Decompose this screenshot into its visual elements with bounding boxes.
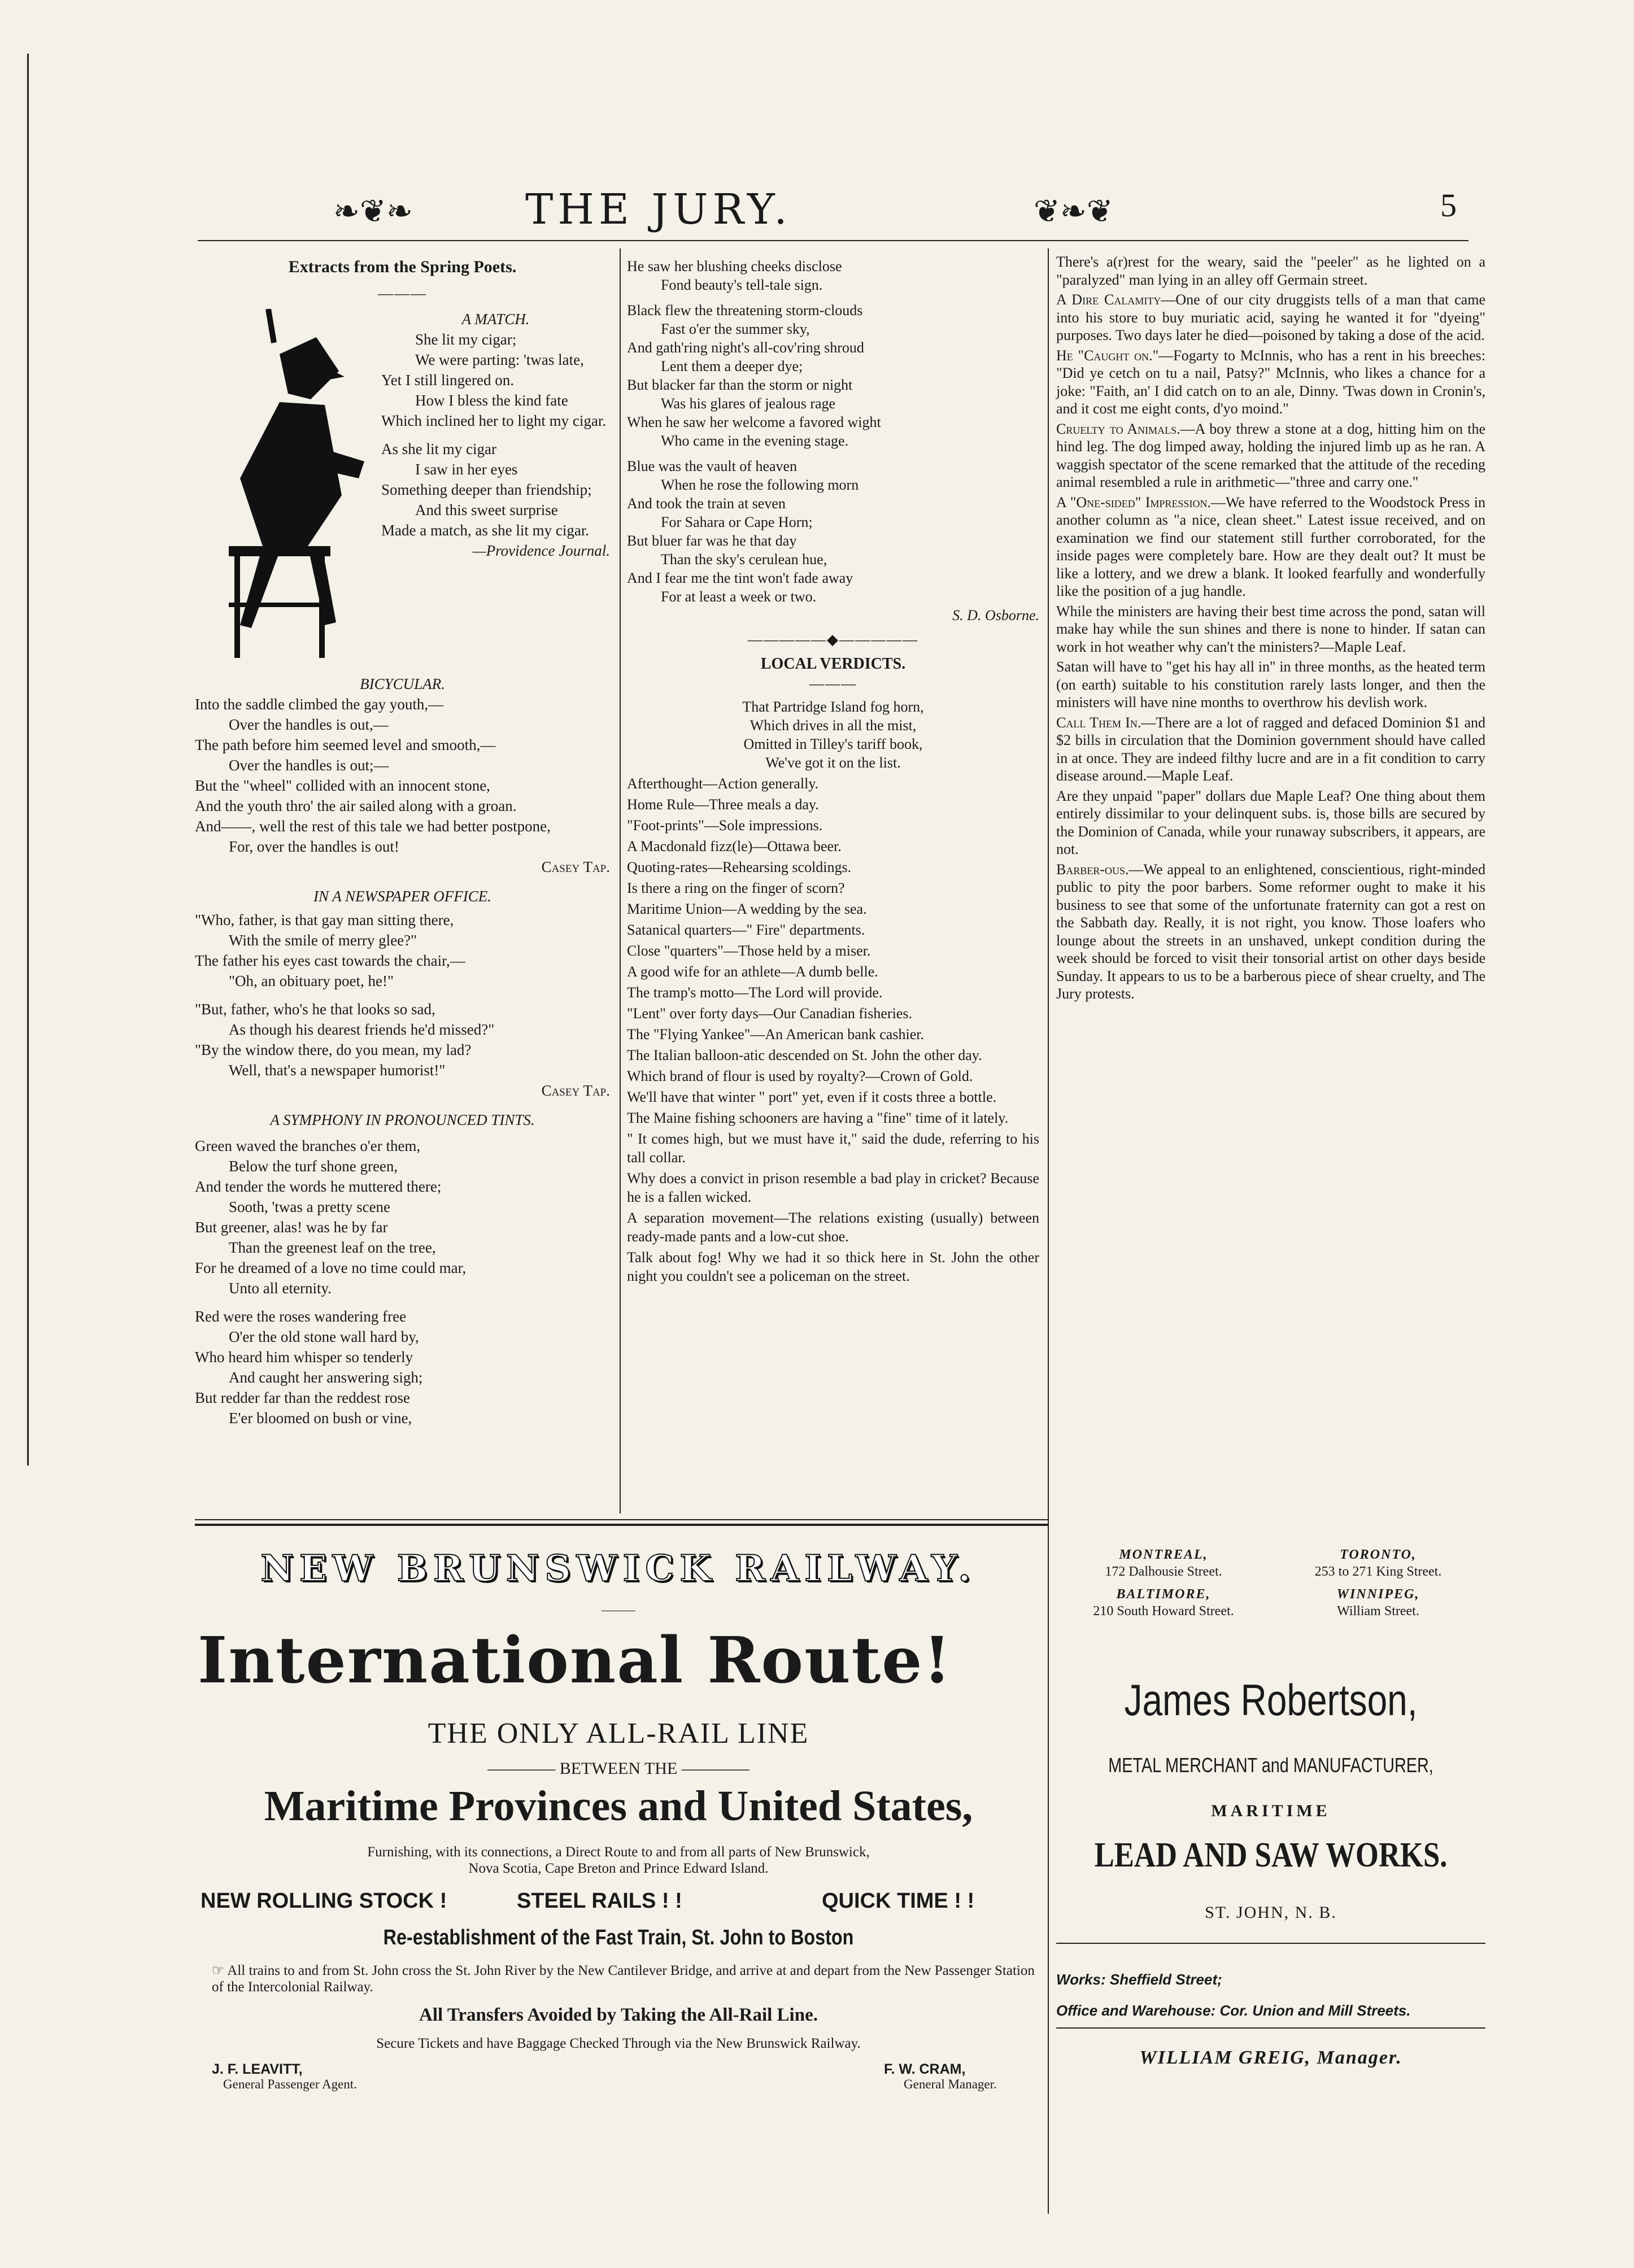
verse-line: That Partridge Island fog horn, (742, 699, 924, 715)
poem-line: Below the turf shone green, (229, 1158, 398, 1175)
poem-credit: Casey Tap. (541, 1082, 610, 1099)
item-lead: Barber-ous. (1056, 861, 1129, 878)
column-1 (195, 257, 610, 1428)
poem-line: Black flew the threatening storm-clouds (627, 302, 863, 319)
verdict-item: "Foot-prints"—Sole impressions. (627, 817, 823, 834)
verdicts-intro (627, 697, 1039, 772)
international-route: International Route! (198, 1624, 952, 1698)
verdict-item: The "Flying Yankee"—An American bank cashier. (627, 1026, 924, 1043)
item-lead: A Dire Calamity (1056, 291, 1161, 308)
masthead (198, 186, 1440, 237)
verse-line: Which drives in all the mist, (750, 717, 917, 734)
agent-name: J. F. LEAVITT, (212, 2061, 303, 2077)
maritime-provinces: Maritime Provinces and United States, (264, 1782, 973, 1830)
cantilever-note (212, 1962, 1036, 1995)
poem-line: Fast o'er the summer sky, (661, 321, 810, 337)
item-paragraph (1056, 253, 1485, 289)
item-text: —A boy threw a stone at a dog, hitting him on the hind leg. The dog limped away, holding the injured limb up as he ran. A waggish spectator of the scene remarked that the attitude of the receding animal resembled a rule in arithmetic—"three and carry one." (1056, 420, 1485, 490)
poem-line: Something deeper than friendship; (381, 481, 592, 498)
poem-line: Lent them a deeper dye; (661, 358, 803, 374)
branch-address: 253 to 271 King Street. (1314, 1564, 1442, 1579)
poem-line: We were parting: 'twas late, (415, 351, 584, 368)
poem-line: Over the handles is out,— (229, 716, 389, 733)
item-text: —Fogarty to McInnis, who has a rent in his breeches: "Did ye cetch on tu a nail, Patsy?" McInnis, who likes a chance for a joke: "Faith, an' I did catch on to an ale, Dinny. 'Twas down in Cronin's, and it cost me eight conts, d'yo moind." (1056, 347, 1485, 417)
poem-line: Green waved the branches o'er them, (195, 1137, 421, 1154)
poem-line: Red were the roses wandering free (195, 1308, 407, 1325)
poem-line: Who came in the evening stage. (661, 433, 849, 449)
item-text: Satan will have to "get his hay all in" in three months, as the heated term (on earth) suitable to his constitution rarely lasts longer, and then the ministers will have nine months to overthrow his devlish work. (1056, 658, 1485, 710)
maritime-label: MARITIME (1211, 1802, 1331, 1820)
ads-rule-top (195, 1519, 1048, 1520)
poem-credit: —Providence Journal. (472, 542, 610, 559)
section-heading-spring-poets: Extracts from the Spring Poets. (288, 258, 517, 276)
poem-line: And the youth thro' the air sailed along with a groan. (195, 797, 517, 814)
verdict-item: " It comes high, but we must have it," said the dude, referring to his tall collar. (627, 1131, 1039, 1166)
item-lead: Cruelty to Animals. (1056, 420, 1180, 437)
poem-line: O'er the old stone wall hard by, (229, 1328, 419, 1345)
verdict-item: Why does a convict in prison resemble a bad play in cricket? Because he is a fallen wicked. (627, 1170, 1039, 1205)
rule: ——— (378, 285, 427, 302)
poem-line: But the "wheel" collided with an innocent stone, (195, 777, 490, 794)
verdict-item: Maritime Union—A wedding by the sea. (627, 901, 867, 917)
poem-line: Well, that's a newspaper humorist!" (229, 1062, 446, 1079)
item-lead: A "One-sided" Impression. (1056, 494, 1211, 511)
column-3 (1056, 253, 1485, 1005)
item-lead: He "Caught on." (1056, 347, 1159, 364)
verdict-item: Quoting-rates—Rehearsing scoldings. (627, 859, 852, 875)
poem-line: Which inclined her to light my cigar. (381, 412, 607, 429)
between-the: ———— BETWEEN THE ———— (487, 1759, 750, 1778)
item-paragraph (1056, 714, 1485, 785)
cantilever-text: All trains to and from St. John cross the St. John River by the New Cantilever Bridge, and arrive at and depart from the New Passenger Station of the Intercolonial Railway. (212, 1963, 1035, 1995)
poem-line: He saw her blushing cheeks disclose (627, 258, 842, 274)
poem-line: E'er bloomed on bush or vine, (229, 1410, 412, 1427)
company-name: James Robertson, (1124, 1675, 1418, 1725)
rule: —————◆————— (748, 631, 918, 648)
verdict-item: Home Rule—Three meals a day. (627, 796, 819, 813)
masthead-rule (198, 240, 1469, 241)
poem-credit: Casey Tap. (541, 858, 610, 875)
poem-line: "But, father, who's he that looks so sad, (195, 1001, 435, 1018)
item-text: —There are a lot of ragged and defaced Dominion $1 and $2 bills in circulation that the Dominion government should have called in at once. They are indeed filthy lucre and are in a fit condition to carry disease around.—Maple Leaf. (1056, 714, 1485, 784)
poem-line: But greener, alas! was he by far (195, 1219, 388, 1236)
rule (1056, 1943, 1485, 1944)
poem-line: But blacker far than the storm or night (627, 377, 853, 393)
poem-line: Blue was the vault of heaven (627, 458, 798, 474)
item-text: There's a(r)rest for the weary, said the "peeler" as he lighted on a "paralyzed" man lying in an alley off Germain street. (1056, 254, 1485, 288)
feature-rolling-stock: NEW ROLLING STOCK ! (201, 1889, 447, 1913)
ornament-left: ❧❦❧ (333, 194, 413, 229)
poem-line: Over the handles is out;— (229, 757, 389, 774)
verdict-item: "Lent" over forty days—Our Canadian fisheries. (627, 1005, 912, 1022)
poem-line: How I bless the kind fate (415, 392, 568, 409)
poem-line: For at least a week or two. (661, 588, 817, 605)
pointing-hand-icon: ☞ (212, 1963, 225, 1978)
verdict-item: The Maine fishing schooners are having a "fine" time of it lately. (627, 1110, 1009, 1126)
verdict-item: A good wife for an athlete—A dumb belle. (627, 963, 878, 980)
column-rule-1 (620, 248, 621, 1514)
railway-advertisement (195, 1536, 1042, 2214)
feature-quick-time: QUICK TIME ! ! (822, 1889, 975, 1913)
item-paragraph (1056, 787, 1485, 858)
verdict-item: The Italian balloon-atic descended on St. John the other day. (627, 1047, 982, 1063)
poem-line: "By the window there, do you mean, my lad? (195, 1041, 472, 1058)
poem-line: With the smile of merry glee?" (229, 932, 417, 949)
verdicts-list (627, 774, 1039, 1285)
poem-line: But redder far than the reddest rose (195, 1389, 410, 1406)
verdict-item: A Macdonald fizz(le)—Ottawa beer. (627, 838, 842, 854)
verdict-item: The tramp's motto—The Lord will provide. (627, 984, 883, 1001)
poem-credit: S. D. Osborne. (952, 607, 1039, 623)
rule: ——— (809, 675, 857, 692)
poem-title-newspaper-office: IN A NEWSPAPER OFFICE. (313, 888, 491, 905)
item-paragraph (1056, 420, 1485, 491)
branch-city: BALTIMORE, (1116, 1587, 1211, 1602)
branch-address: William Street. (1337, 1604, 1419, 1619)
lead-and-saw-works: LEAD AND SAW WORKS. (1094, 1836, 1448, 1874)
verdict-item: Is there a ring on the finger of scorn? (627, 880, 845, 896)
verdict-item: A separation movement—The relations existing (usually) between ready-made pants and a low-cut shoe. (627, 1210, 1039, 1245)
poem-line: Made a match, as she lit my cigar. (381, 522, 590, 539)
column-rule-2 (1048, 248, 1049, 2214)
company-trade: METAL MERCHANT and MANUFACTURER, (1108, 1754, 1433, 1777)
branch-address: 210 South Howard Street. (1093, 1604, 1234, 1619)
office-address: Office and Warehouse: Cor. Union and Mill Streets. (1056, 2002, 1411, 2019)
poem-title-bicycular: BICYCULAR. (360, 675, 445, 692)
verse-line: Omitted in Tilley's tariff book, (743, 736, 923, 752)
poem-line: For he dreamed of a love no time could mar, (195, 1259, 467, 1276)
poem-line: For, over the handles is out! (229, 838, 399, 855)
page-title: THE JURY. (525, 185, 792, 234)
poem-line: For Sahara or Cape Horn; (661, 514, 813, 530)
item-text: —We have referred to the Woodstock Press in another column as "a nice, clean sheet." Latest issue received, and on examination we find our statement still further corroborated, for the inside pages were completely bare. How are they dealt out? It must be like a lottery, and we drew a blank. It looked fearfully and wonderfully like the position of a jug handle. (1056, 494, 1485, 599)
fast-train: Re-establishment of the Fast Train, St. John to Boston (383, 1926, 854, 1949)
verdict-item: Talk about fog! Why we had it so thick here in St. John the other night you couldn't see a policeman on the street. (627, 1249, 1039, 1284)
poem-line: And caught her answering sigh; (229, 1369, 423, 1386)
poem-line: Into the saddle climbed the gay youth,— (195, 696, 444, 713)
manager-name: F. W. CRAM, (884, 2061, 966, 2077)
poem-line: Was his glares of jealous rage (661, 395, 836, 412)
poem-line: "Oh, an obituary poet, he!" (229, 972, 394, 989)
item-paragraph (1056, 291, 1485, 344)
company-location: ST. JOHN, N. B. (1205, 1903, 1337, 1922)
poem-line: When he rose the following morn (661, 477, 859, 493)
poem-line: The path before him seemed level and smooth,— (195, 736, 496, 753)
poem-line: As she lit my cigar (381, 440, 496, 457)
verdict-item: Which brand of flour is used by royalty?—Crown of Gold. (627, 1068, 973, 1084)
robertson-advertisement (1056, 1542, 1485, 2174)
rule: ——— (602, 1604, 635, 1616)
verdict-item: Satanical quarters—" Fire" departments. (627, 922, 865, 938)
poem-line: But bluer far was he that day (627, 533, 797, 549)
verdict-item: Close "quarters"—Those held by a miser. (627, 943, 871, 959)
ads-rule-bottom (195, 1524, 1048, 1526)
item-paragraph (1056, 347, 1485, 418)
poem-line: Fond beauty's tell-tale sign. (661, 277, 823, 293)
works-address: Works: Sheffield Street; (1056, 1971, 1222, 1988)
item-paragraph (1056, 861, 1485, 1003)
poem-line: And gath'ring night's all-cov'ring shroud (627, 339, 864, 356)
poem-line: When he saw her welcome a favored wight (627, 414, 881, 430)
furnishing-text: Furnishing, with its connections, a Direct Route to and from all parts of New Brunswick, Nova Scotia, Cape Breton and Prince Edward Island. (367, 1844, 870, 1876)
poem-line: The father his eyes cast towards the chair,— (195, 952, 465, 969)
poem-line: And tender the words he muttered there; (195, 1178, 442, 1195)
item-paragraph (1056, 658, 1485, 712)
verdict-item: We'll have that winter " port" yet, even if it costs three a bottle. (627, 1089, 997, 1105)
item-lead: Call Them In. (1056, 714, 1141, 731)
poem-line: And this sweet surprise (415, 501, 558, 518)
feature-steel-rails: STEEL RAILS ! ! (517, 1889, 682, 1913)
match-poem-block (195, 309, 610, 670)
item-text: While the ministers are having their best time across the pond, satan will make hay while the sun shines and there is none to hinder. If satan can work in hot weather why can't the ministers?—Maple Leaf. (1056, 603, 1485, 655)
item-text: Are they unpaid "paper" dollars due Maple Leaf? One thing about them entirely dissimilar to your delinquent subs. is, those bills are secured by the Dominion of Canada, while your runaway subscribers, it appears, are not. (1056, 787, 1485, 857)
left-margin-rule (27, 54, 29, 1466)
poem-line: "Who, father, is that gay man sitting there, (195, 911, 454, 928)
poem-title-match: A MATCH. (461, 311, 530, 328)
branch-city: TORONTO, (1340, 1547, 1417, 1562)
verdict-item: Afterthought—Action generally. (627, 775, 819, 792)
poem-line: Than the sky's cerulean hue, (661, 551, 827, 568)
manager-line: WILLIAM GREIG, Manager. (1139, 2047, 1402, 2068)
poem-line: Yet I still lingered on. (381, 372, 514, 389)
poem-line: And took the train at seven (627, 495, 786, 512)
poem-line: And I fear me the tint won't fade away (627, 570, 853, 586)
poem-line: As though his dearest friends he'd missed?" (229, 1021, 495, 1038)
item-text: —One of our city druggists tells of a man that came into his store to buy muriatic acid, saying he wanted it for "dyeing" purposes. Two days later he died—poisoned by taking a dose of the acid. (1056, 291, 1485, 343)
page-number: 5 (1440, 187, 1457, 224)
poem-line: Than the greenest leaf on the tree, (229, 1239, 436, 1256)
match-poem (381, 309, 610, 561)
between-label: BETWEEN THE (559, 1759, 678, 1778)
item-text: —We appeal to an enlightened, conscientious, right-minded public to pity the poor barbers. Some reformer ought to make it his business to see that some of the unfortunate fraternity can got a rest on the Sabbath day. Really, it is not right, you know. Those loafers who lounge about the streets in an unshaved, unkept condition during the week should be forced to visit their tonsorial artist on other days beside Sunday. It appears to us to be a barberous piece of shear cruelty, and The Jury protests. (1056, 861, 1485, 1002)
agent-title: General Passenger Agent. (223, 2077, 357, 2091)
column-2 (627, 257, 1039, 1288)
poem-title-symphony: A SYMPHONY IN PRONOUNCED TINTS. (270, 1111, 535, 1128)
item-paragraph (1056, 603, 1485, 656)
poem-line: Unto all eternity. (229, 1280, 332, 1297)
poem-line: I saw in her eyes (415, 461, 518, 478)
transfers-avoided: All Transfers Avoided by Taking the All-Rail Line. (419, 2005, 818, 2025)
railway-banner: NEW BRUNSWICK RAILWAY. (260, 1547, 977, 1590)
smoker-illustration (195, 309, 376, 670)
section-heading-local-verdicts: LOCAL VERDICTS. (760, 655, 906, 673)
branch-city: WINNIPEG, (1336, 1587, 1420, 1602)
branch-city: MONTREAL, (1119, 1547, 1208, 1562)
poem-line: She lit my cigar; (415, 331, 517, 348)
only-all-rail-line: THE ONLY ALL-RAIL LINE (428, 1717, 809, 1750)
item-paragraph (1056, 494, 1485, 600)
rule (1056, 2027, 1485, 2029)
secure-tickets: Secure Tickets and have Baggage Checked Through via the New Brunswick Railway. (376, 2036, 861, 2051)
poem-line: Who heard him whisper so tenderly (195, 1349, 413, 1366)
verse-line: We've got it on the list. (765, 754, 901, 771)
manager-title: General Manager. (904, 2077, 997, 2091)
branch-address: 172 Dalhousie Street. (1105, 1564, 1222, 1579)
ornament-right: ❦❧❦ (1034, 194, 1113, 229)
poem-line: And——, well the rest of this tale we had better postpone, (195, 818, 551, 835)
poem-line: Sooth, 'twas a pretty scene (229, 1198, 391, 1215)
